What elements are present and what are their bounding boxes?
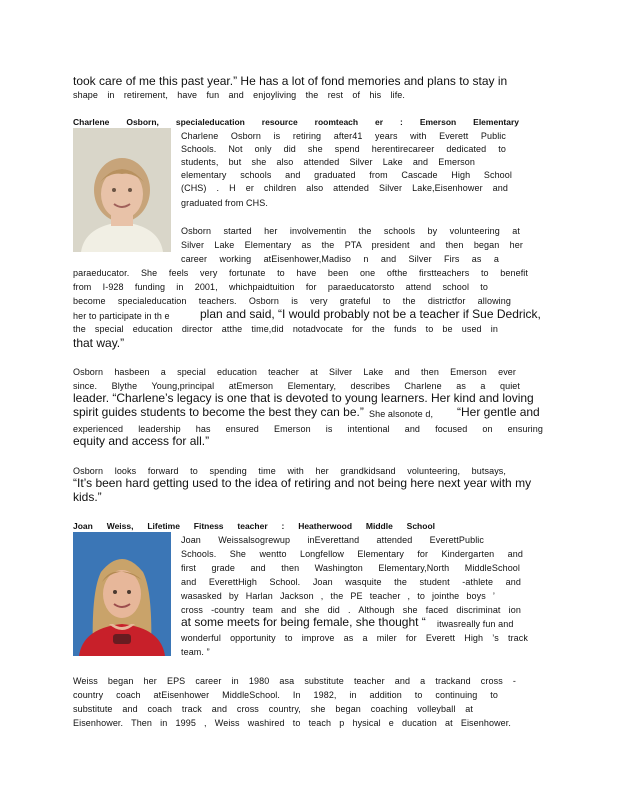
charlene-p3-mixed-big-c: “Her gentle and (457, 405, 540, 419)
charlene-p3-end: equity and access for all.” (73, 434, 210, 448)
charlene-heading: Charlene Osborn, specialeducation resource roomteach er : Emerson Elementary (73, 117, 519, 127)
charlene-p2-line: paraeducator. She feels very fortunate to have been one ofthe firstteachers to benefit (73, 268, 528, 278)
joan-p1-mixed-line (181, 615, 521, 631)
charlene-p3-quote-line: leader. “Charlene’s legacy is one that is devoted to young learners. Her kind and loving (73, 391, 534, 405)
charlene-p4-line: Osborn looks forward to spending time with her grandkidsand volunteering, butsays, (73, 466, 506, 476)
charlene-p2-mixed-small: her to participate in th e (73, 311, 170, 321)
joan-p1-line: Schools. She wentto Longfellow Elementary for Kindergarten and (181, 549, 523, 559)
charlene-p1-line: (CHS) . H er children also attended Silver Lake,Eisenhower and (181, 183, 508, 193)
joan-heading: Joan Weiss, Lifetime Fitness teacher : Heatherwood Middle School (73, 521, 435, 531)
charlene-p1-line: graduated from CHS. (181, 198, 268, 208)
charlene-p1-line: students, but she also attended Silver Lake and Emerson (181, 157, 475, 167)
charlene-p2-end: that way.” (73, 336, 125, 350)
charlene-p3-mixed-big-a: spirit guides students to become the best they can be.” (73, 405, 364, 419)
joan-p1-mixed-big: at some meets for being female, she thought “ (181, 615, 426, 629)
charlene-p2-line: Osborn started her involvementin the schools by volunteering at (181, 226, 520, 236)
charlene-p2-line: the special education director atthe time,did notadvocate for the funds to be used in (73, 324, 498, 334)
joan-p2-line: substitute and coach track and cross country, she began coaching volleyball at (73, 704, 473, 714)
charlene-p4-end: kids.” (73, 490, 102, 504)
charlene-p2-line: Silver Lake Elementary as the PTA president and then began her (181, 240, 523, 250)
charlene-p2-line: career working atEisenhower,Madiso n and Silver Firs as a (181, 254, 499, 264)
charlene-p3-line: Osborn hasbeen a special education teacher at Silver Lake and then Emerson ever (73, 367, 516, 377)
charlene-photo (73, 128, 171, 252)
charlene-p1-line: Charlene Osborn is retiring after41 years with Everett Public (181, 131, 506, 141)
charlene-p3-mixed-line (73, 405, 548, 421)
joan-p1-line: first grade and then Washington Elementary,North MiddleSchool (181, 563, 520, 573)
charlene-p3-line: since. Blythe Young,principal atEmerson Elementary, describes Charlene as a quiet (73, 381, 520, 391)
joan-p2-line: Weiss began her EPS career in 1980 asa substitute teacher and a trackand cross - (73, 676, 516, 686)
joan-p2-line: Eisenhower. Then in 1995 , Weiss washired to teach p hysical e ducation at Eisenhower. (73, 718, 511, 728)
joan-photo (73, 532, 171, 656)
charlene-p3-line: experienced leadership has ensured Emerson is intentional and focused on ensuring (73, 424, 543, 434)
charlene-p2-mixed-line (73, 307, 548, 323)
joan-p1-line: Joan Weissalsogrewup inEverettand attended EverettPublic (181, 535, 484, 545)
joan-p1-line: wonderful opportunity to improve as a miler for Everett High ’s track (181, 633, 528, 643)
joan-p1-mixed-small: itwasreally fun and (437, 619, 514, 629)
charlene-p2-line: from I-928 funding in 2001, whichpaidtuition for paraeducatorsto attend school to (73, 282, 488, 292)
charlene-p1-line: elementary schools and graduated from Cascade High School (181, 170, 512, 180)
charlene-p3-mixed-small: She alsonote d, (369, 409, 434, 419)
charlene-p4-quote-line: “It’s been hard getting used to the idea of retiring and not being here next year with my (73, 476, 532, 490)
joan-p1-line: wasasked by Harlan Jackson , the PE teacher , to jointhe boys ’ (181, 591, 495, 601)
intro-line-2: shape in retirement, have fun and enjoyliving the rest of his life. (73, 90, 405, 100)
charlene-p1-line: Schools. Not only did she spend herentirecareer dedicated to (181, 144, 506, 154)
joan-p1-line: and EverettHigh School. Joan wasquite the student -athlete and (181, 577, 521, 587)
joan-p2-line: country coach atEisenhower MiddleSchool. In 1982, in addition to continuing to (73, 690, 498, 700)
joan-p1-line: cross -country team and she did . Although she faced discriminat ion (181, 605, 521, 615)
charlene-p2-mixed-big: plan and said, “I would probably not be a teacher if Sue Dedrick, (200, 307, 541, 321)
charlene-p2-line: become specialeducation teachers. Osborn is very grateful to the districtfor allowing (73, 296, 511, 306)
joan-p1-line: team. ” (181, 647, 210, 657)
intro-line-1: took care of me this past year.” He has a lot of fond memories and plans to stay in (73, 74, 508, 88)
